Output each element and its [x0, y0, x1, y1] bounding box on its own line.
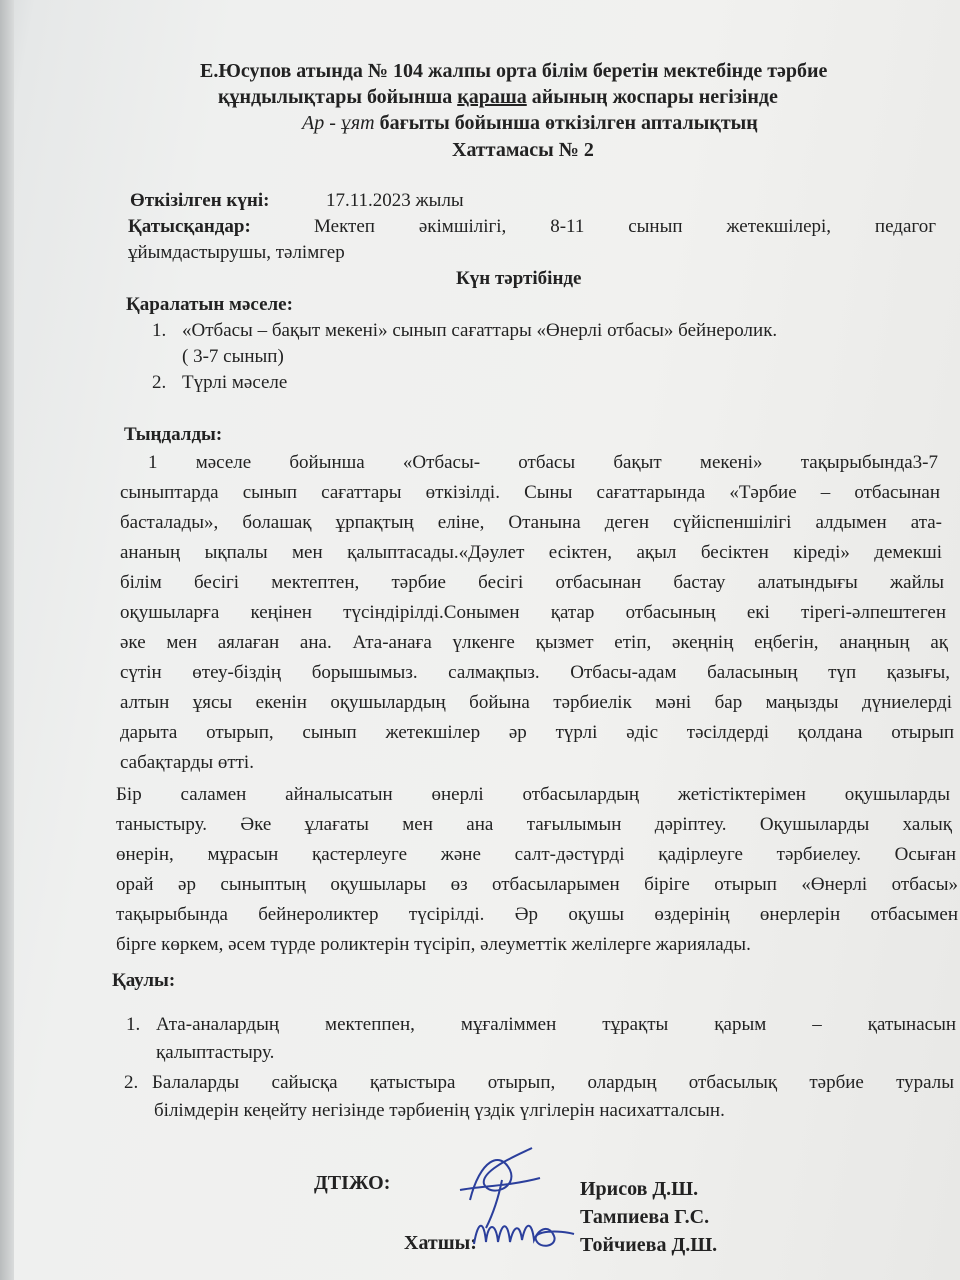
heard-p2-line: Бір саламен айналысатын өнерлі отбасылардың жетістіктерімен оқушыларды	[116, 784, 950, 805]
signature-scribble-2	[470, 1200, 580, 1260]
heard-p1-line: оқушыларға кеңінен түсіндірілді.Сонымен қатар отбасының екі тірегі-әлпештеген	[120, 602, 946, 623]
header-line-1: Е.Юсупов атында № 104 жалпы орта білім беретін мектебінде тәрбие	[200, 60, 828, 82]
agenda-item-1-num: 1.	[152, 320, 167, 341]
agenda-title: Күн тәртібінде	[456, 268, 582, 289]
heard-label: Тыңдалды:	[124, 424, 223, 445]
header-line-3-rest: бағыты бойынша өткізілген апталықтың	[374, 112, 758, 134]
heard-p1-line: 1 мәселе бойынша «Отбасы- отбасы бақыт мекені» тақырыбында3-7	[148, 452, 938, 473]
heard-p1-line: сабақтарды өтті.	[120, 752, 254, 773]
header-month: қараша	[457, 86, 527, 108]
issue-label: Қаралатын мәселе:	[126, 294, 293, 315]
signatory-name: Ирисов Д.Ш.	[580, 1178, 699, 1200]
agenda-item-1: «Отбасы – бақыт мекені» сынып сағаттары «Өнерлі отбасы» бейнеролик.	[182, 320, 778, 341]
resolved-item-1-num: 1.	[126, 1014, 141, 1035]
heard-p2-line: өнерін, мұрасын қастерлеуге және салт-дәстүрді қадірлеуге тәрбиелеу. Осыған	[116, 844, 956, 865]
heard-p1-line: ананың ықпалы мен қалыптасады.«Дәулет есіктен, ақыл бесіктен кіреді» демекші	[120, 542, 942, 563]
heard-p2-line: бірге көркем, әсем түрде роликтерін түсіріп, әлеуметтік желілерге жариялады.	[116, 934, 751, 955]
secretary-label: Хатшы:	[404, 1232, 477, 1254]
header-line-2	[218, 84, 778, 110]
heard-p1-line: әке мен аялаған ана. Ата-анаға үлкенге қызмет етіп, әкеңнің еңбегін, анаңның ақ	[120, 632, 948, 653]
heard-p1-line: басталады», болашақ ұрпақтың еліне, Отанына деген сүйіспеншілігі алдымен ата-	[120, 512, 942, 533]
resolved-item-1-cont: қалыптастыру.	[156, 1042, 275, 1063]
resolved-item-2-num: 2.	[124, 1072, 139, 1093]
agenda-item-2: Түрлі мәселе	[182, 372, 288, 393]
resolved-item-2-cont: білімдерін кеңейту негізінде тәрбиенің үздік үлгілерін насихатталсын.	[154, 1100, 725, 1121]
header-line-2-post: айының жоспары негізінде	[526, 86, 778, 108]
heard-p1-line: білім бесігі мектептен, тәрбие бесігі отбасынан бастау алатындығы жайлы	[120, 572, 944, 593]
heard-p2-line: таныстыру. Әке ұлағаты мен ана тағылымын дәріптеу. Оқушыларды халық	[116, 814, 952, 835]
participants-line-1: Мектеп әкімшілігі, 8-11 сынып жетекшілері, педагог	[314, 216, 936, 237]
agenda-item-1-cont: ( 3-7 сынып)	[182, 346, 284, 367]
date-label: Өткізілген күні:	[130, 190, 270, 211]
heard-p1-line: дарыта отырып, сынып жетекшілер әр түрлі әдіс тәсілдерді қолдана отырып	[120, 722, 954, 743]
resolved-label: Қаулы:	[112, 970, 176, 991]
signatory-name: Тампиева Г.С.	[580, 1206, 710, 1228]
heard-p1-line: сыныптарда сынып сағаттары өткізілді. Сыны сағаттарында «Тәрбие – отбасынан	[120, 482, 940, 503]
dtizho-label: ДТІЖО:	[314, 1172, 391, 1194]
heard-p1-line: сүтін өтеу-біздің борышымыз. салмақпыз. Отбасы-адам баласының түп қазығы,	[120, 662, 950, 683]
date-value: 17.11.2023 жылы	[326, 190, 464, 211]
participants-label: Қатысқандар:	[128, 216, 251, 237]
heard-p2-line: орай әр сыныптың оқушылары өз отбасыларымен біріге отырып «Өнерлі отбасы»	[116, 874, 958, 895]
signatory-name: Тойчиева Д.Ш.	[580, 1234, 718, 1256]
participants-line-2: ұйымдастырушы, тәлімгер	[128, 242, 345, 263]
header-line-2-pre: құндылықтары бойынша	[218, 86, 458, 108]
header-direction: Ар - ұят	[302, 112, 375, 134]
resolved-item-2: Балаларды сайысқа қатыстыра отырып, олардың отбасылық тәрбие туралы	[152, 1072, 954, 1093]
resolved-item-1: Ата-аналардың мектеппен, мұғаліммен тұрақты қарым – қатынасын	[156, 1014, 956, 1035]
page-edge-shadow	[0, 0, 14, 1280]
protocol-title: Хаттамасы № 2	[452, 139, 594, 161]
heard-p1-line: алтын ұясы екенін оқушылардың бойына тәрбиелік мәні бар маңызды дүниелерді	[120, 692, 952, 713]
agenda-item-2-num: 2.	[152, 372, 167, 393]
heard-p2-line: тақырыбында бейнероликтер түсірілді. Әр оқушы өздерінің өнерлерін отбасымен	[116, 904, 958, 925]
header-line-3	[302, 110, 758, 136]
